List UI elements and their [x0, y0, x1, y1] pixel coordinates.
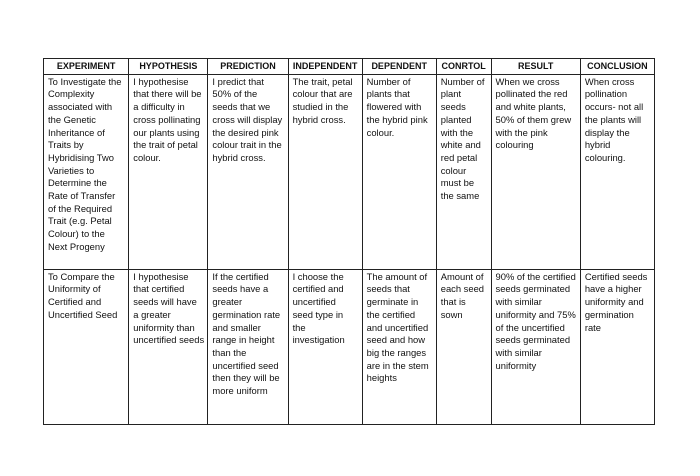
cell-control: Amount of each seed that is sown: [436, 269, 491, 424]
cell-prediction: I predict that 50% of the seeds that we cross will display the desired pink colour trait in the hybrid cross.: [208, 74, 288, 269]
header-independent: INDEPENDENT: [288, 59, 362, 75]
cell-control: Number of plant seeds planted with the white and red petal colour must be the same: [436, 74, 491, 269]
header-control: CONRTOL: [436, 59, 491, 75]
header-conclusion: CONCLUSION: [580, 59, 654, 75]
cell-experiment: To Investigate the Complexity associated with the Genetic Inheritance of Traits by Hybridising Two Varieties to Determine the Rate of Transfer of the Required Trait (e.g. Petal Colour) to the Next Progeny: [44, 74, 129, 269]
header-hypothesis: HYPOTHESIS: [129, 59, 208, 75]
cell-independent: I choose the certified and uncertified seed type in the investigation: [288, 269, 362, 424]
cell-result: When we cross pollinated the red and white plants, 50% of them grew with the pink colouring: [491, 74, 580, 269]
header-result: RESULT: [491, 59, 580, 75]
header-row: [44, 59, 655, 75]
table-row: [44, 74, 655, 269]
experiment-table: [43, 58, 655, 425]
cell-independent: The trait, petal colour that are studied in the hybrid cross.: [288, 74, 362, 269]
header-experiment: EXPERIMENT: [44, 59, 129, 75]
cell-dependent: The amount of seeds that germinate in the certified and uncertified seed and how big the ranges are in the stem heights: [362, 269, 436, 424]
table-row: [44, 269, 655, 424]
cell-hypothesis: I hypothesise that there will be a difficulty in cross pollinating our plants using the trait of petal colour.: [129, 74, 208, 269]
header-dependent: DEPENDENT: [362, 59, 436, 75]
cell-prediction: If the certified seeds have a greater germination rate and smaller range in height than the uncertified seed then they will be more uniform: [208, 269, 288, 424]
header-prediction: PREDICTION: [208, 59, 288, 75]
cell-experiment: To Compare the Uniformity of Certified and Uncertified Seed: [44, 269, 129, 424]
cell-dependent: Number of plants that flowered with the hybrid pink colour.: [362, 74, 436, 269]
cell-hypothesis: I hypothesise that certified seeds will have a greater uniformity than uncertified seeds: [129, 269, 208, 424]
cell-conclusion: Certified seeds have a higher uniformity and germination rate: [580, 269, 654, 424]
cell-result: 90% of the certified seeds germinated with similar uniformity and 75% of the uncertified seeds germinated with similar uniformity: [491, 269, 580, 424]
cell-conclusion: When cross pollination occurs- not all the plants will display the hybrid colouring.: [580, 74, 654, 269]
